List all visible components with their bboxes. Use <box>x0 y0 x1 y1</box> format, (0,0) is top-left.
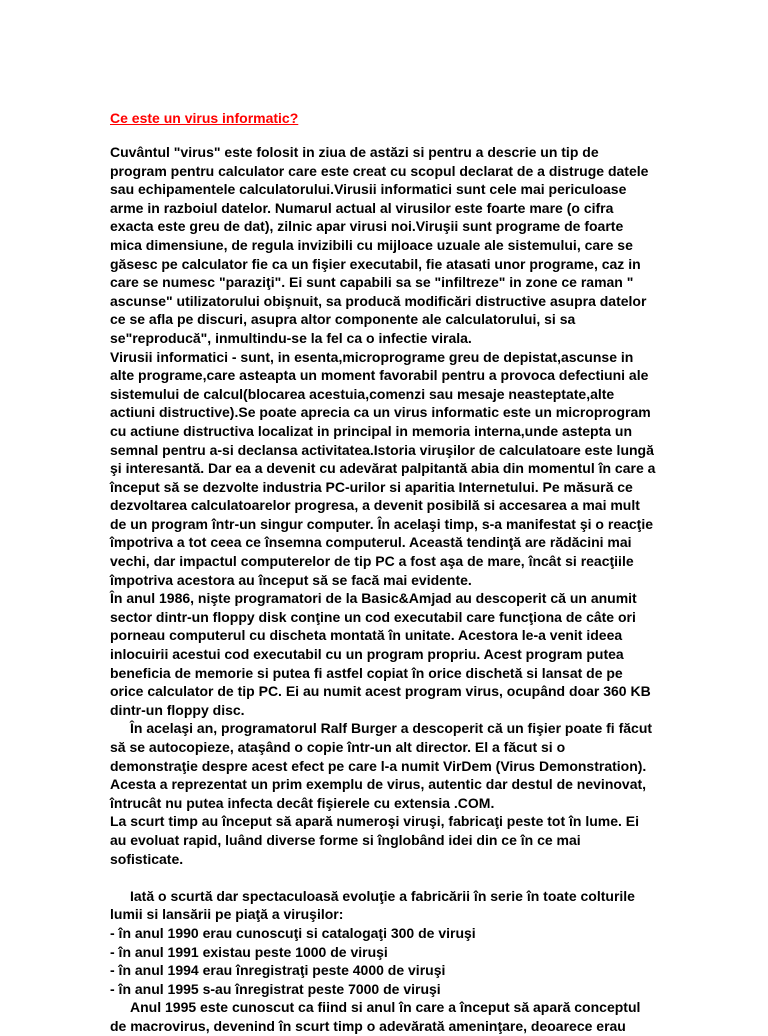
document-title: Ce este un virus informatic? <box>110 110 299 126</box>
list-item: - în anul 1995 s-au înregistrat peste 7000 de viruşi <box>110 980 441 997</box>
list-item: - în anul 1994 erau înregistraţi peste 4000 de viruşi <box>110 962 446 979</box>
paragraph-evolution: La scurt timp au început să apară numeroşi viruşi, fabricaţi peste tot în lume. Ei au evoluat rapid, luând diverse forme si înglobând idei din ce în ce mai sofisticate. <box>110 813 640 867</box>
paragraph-1986: În anul 1986, nişte programatori de la Basic&Amjad au descoperit că un anumit sector dintr-un floppy disk conţine un cod executabil care funcţiona de câte ori porneau computerul cu discheta montată în unitate. Acestora le-a venit ideea inlocuirii acestui cod executabil cu un program propriu. Acest program putea beneficia de memorie si putea fi astfel copiat în orice dischetă si lansat de pe orice calculator de tip PC. Ei au numit acest program virus, ocupând doar 360 KB dintr-un floppy disc. <box>110 590 651 718</box>
paragraph-definition: Virusii informatici - sunt, in esenta,microprograme greu de depistat,ascunse in alte programe,care asteapta un moment favorabil pentru a provoca defectiuni ale sistemului de calcul(blocarea acestuia,comenzi sau mesaje neasteptate,alte actiuni distructive).Se poate aprecia ca un virus informatic este un microprogram cu actiune distructiva localizat in principal in memoria interna,unde astepta un semnal pentru a-si declansa activitatea.Istoria viruşilor de calculatoare este lungă şi interesantă. Dar ea a devenit cu adevărat palpitantă abia din momentul în care a început să se dezvolte industria PC-urilor si aparitia Internetului. Pe măsură ce dezvoltarea calculatoarelor progresa, a devenit posibilă si accesarea a mai mult de un program într-un singur computer. În acelaşi timp, s-a manifestat şi o reacţie împotriva a tot ceea ce însemna computerul. Această tendinţă are rădăcini mai vechi, dar impactul computerelor de tip PC a fost aşa de mare, încât si reacţiile împotriva acestora au început să se facă mai evidente. <box>110 348 656 588</box>
document-body <box>110 143 730 1036</box>
list-item: - în anul 1991 existau peste 1000 de viruşi <box>110 943 388 960</box>
paragraph-ralf-burger: În acelaşi an, programatorul Ralf Burger a descoperit că un fişier poate fi făcut să se autocopieze, ataşând o copie într-un alt director. El a făcut si o demonstraţie despre acest efect pe care l-a numit VirDem (Virus Demonstration). Acesta a reprezentat un prim exemplu de virus, autentic dar destul de nevinovat, întrucât nu putea infecta decât fişierele cu extensia .COM. <box>110 720 653 811</box>
paragraph-list-intro: Iată o scurtă dar spectaculoasă evoluţie a fabricării în serie în toate colturile lumii si lansării pe piaţă a viruşilor: <box>110 887 635 923</box>
list-item: - în anul 1990 erau cunoscuţi si catalogaţi 300 de viruşi <box>110 924 476 941</box>
virus-count-list <box>110 924 730 998</box>
paragraph-spacer <box>110 868 730 887</box>
paragraph-intro: Cuvântul "virus" este folosit in ziua de astăzi si pentru a descrie un tip de program pentru calculator care este creat cu scopul declarat de a distruge datele sau echipamentele calculatorului.Virusii informatici sunt cele mai periculoase arme in razboiul datelor. Numarul actual al virusilor este foarte mare (o cifra exacta este greu de dat), zilnic apar virusi noi.Viruşii sunt programe de foarte mica dimensiune, de regula invizibili cu mijloace uzuale ale sistemului, care se găsesc pe calculator fie ca un fişier executabil, fie atasati unor programe, caz in care se numesc "paraziţi". Ei sunt capabili sa se "infiltreze" in zone ce raman " ascunse" utilizatorului obişnuit, sa producă modificări distructive asupra datelor ce se afla pe discuri, asupra altor componente ale calculatorului, si sa se"reproducă", inmultindu-se la fel ca o infectie virala. <box>110 144 649 346</box>
paragraph-macrovirus: Anul 1995 este cunoscut ca fiind si anul în care a început să apară conceptul de macrovirus, devenind în scurt timp o adevărată ameninţare, deoarece erau <box>110 999 641 1034</box>
